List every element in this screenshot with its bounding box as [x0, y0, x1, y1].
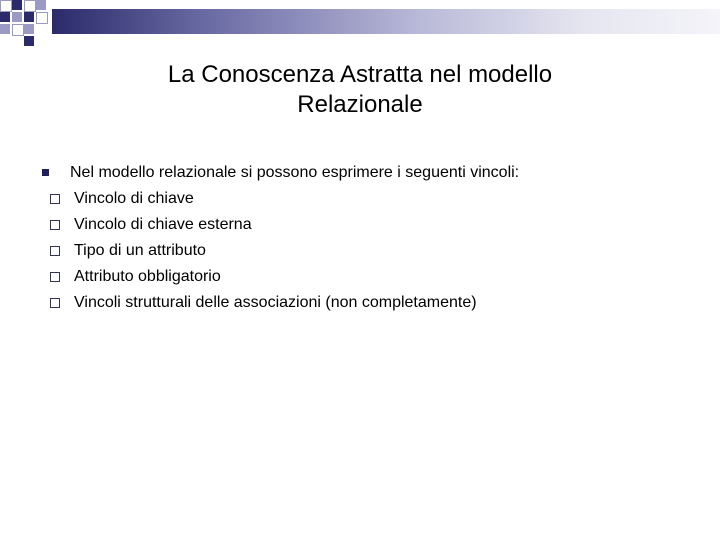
- sub-bullet-text: Vincolo di chiave esterna: [74, 216, 252, 233]
- hollow-square-bullet-icon: [50, 272, 60, 282]
- sub-bullet-item: [40, 186, 680, 212]
- sub-bullet-item: [40, 212, 680, 238]
- hollow-square-bullet-icon: [50, 220, 60, 230]
- sub-bullet-text: Vincoli strutturali delle associazioni (non completamente): [74, 294, 477, 311]
- deco-square: [12, 24, 24, 36]
- sub-bullet-text: Attributo obbligatorio: [74, 268, 221, 285]
- header-gradient-bar: [52, 9, 720, 34]
- sub-bullet-list: [40, 186, 680, 316]
- hollow-square-bullet-icon: [50, 194, 60, 204]
- deco-square: [36, 0, 46, 10]
- deco-square: [36, 12, 48, 24]
- hollow-square-bullet-icon: [50, 246, 60, 256]
- deco-square: [0, 24, 10, 34]
- slide-content: [40, 160, 680, 316]
- sub-bullet-item: [40, 238, 680, 264]
- deco-square: [0, 0, 12, 12]
- hollow-square-bullet-icon: [50, 298, 60, 308]
- square-bullet-icon: [42, 169, 49, 176]
- deco-square: [0, 12, 10, 22]
- deco-square: [24, 12, 34, 22]
- deco-square: [12, 0, 22, 10]
- slide-title: La Conoscenza Astratta nel modello Relazionale: [167, 61, 553, 118]
- header-decoration: [0, 0, 720, 50]
- bullet-text: Nel modello relazionale si possono esprimere i seguenti vincoli:: [70, 164, 520, 181]
- deco-square: [24, 24, 34, 34]
- sub-bullet-text: Vincolo di chiave: [74, 190, 194, 207]
- deco-square: [12, 12, 22, 22]
- bullet-item: [40, 160, 680, 186]
- sub-bullet-text: Tipo di un attributo: [74, 242, 206, 259]
- sub-bullet-item: [40, 290, 680, 316]
- sub-bullet-item: [40, 264, 680, 290]
- deco-square: [24, 36, 34, 46]
- deco-square: [24, 0, 36, 12]
